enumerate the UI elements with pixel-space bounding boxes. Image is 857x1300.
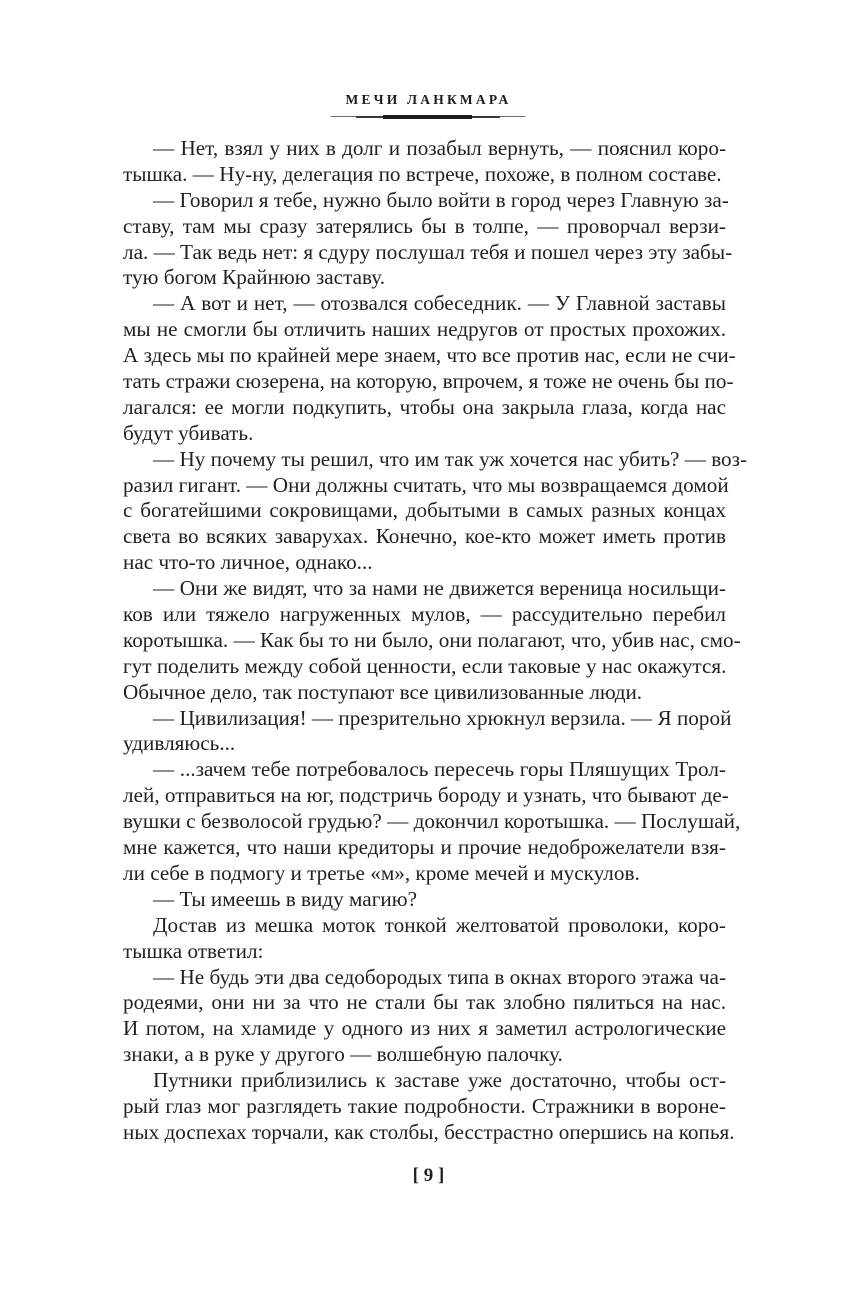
text-line: — Говорил я тебе, нужно было войти в город через Главную за- (153, 187, 729, 212)
text-line: мы не смогли бы отличить наших недругов от простых прохожих. (123, 317, 726, 342)
text-line: родеями, они ни за что не стали бы так злобно пялиться на нас. (123, 990, 726, 1015)
page-number: [ 9 ] (412, 1165, 445, 1186)
text-line: — Цивилизация! — презрительно хрюкнул верзила. — Я порой (153, 705, 732, 730)
text-line: — Они же видят, что за нами не движется вереница носильщи- (153, 576, 726, 601)
text-line: коротышка. — Как бы то ни было, они полагают, что, убив нас, смо- (123, 627, 741, 652)
text-line: ставу, там мы сразу затерялись бы в толпе, — проворчал верзи- (123, 213, 726, 238)
text-line: ла. — Так ведь нет: я сдуру послушал тебя и пошел через эту забы- (123, 239, 733, 264)
text-line: удивляюсь... (123, 731, 236, 756)
text-line: лагался: ее могли подкупить, чтобы она закрыла глаза, когда нас (123, 394, 726, 419)
text-line: — Ну почему ты решил, что им так уж хочется нас убить? — воз- (153, 446, 748, 471)
text-line: И потом, на хламиде у одного из них я заметил астрологические (123, 1016, 726, 1041)
text-line: гут поделить между собой ценности, если таковые у нас окажутся. (123, 653, 727, 678)
text-line: тышка. — Ну-ну, делегация по встрече, похоже, в полном составе. (123, 161, 722, 186)
ornamental-rule (331, 114, 525, 120)
text-line: будут убивать. (123, 420, 254, 445)
text-line: вушки с безволосой грудью? — докончил коротышка. — Послушай, (123, 809, 741, 834)
text-line: ных доспехах торчали, как столбы, бесстрастно опершись на копья. (123, 1119, 735, 1144)
text-line: ков или тяжело нагруженных мулов, — рассудительно перебил (123, 602, 726, 627)
text-line: разил гигант. — Они должны считать, что мы возвращаемся домой (123, 472, 729, 497)
running-head: МЕЧИ ЛАНКМАРА (345, 92, 512, 107)
text-line: — Ты имеешь в виду магию? (153, 886, 417, 911)
text-line: света во всяких заварухах. Конечно, кое-кто может иметь против (123, 524, 726, 549)
text-line: с богатейшими сокровищами, добытыми в самых разных концах (123, 498, 726, 523)
text-line: А здесь мы по крайней мере знаем, что все против нас, если не счи- (123, 343, 736, 368)
text-line: тую богом Крайнюю заставу. (123, 265, 386, 290)
text-line: лей, отправиться на юг, подстричь бороду и узнать, что бывают де- (123, 783, 729, 808)
text-line: рый глаз мог разглядеть такие подробности. Стражники в вороне- (123, 1093, 726, 1118)
text-line: — ...зачем тебе потребовалось пересечь горы Пляшущих Трол- (153, 757, 726, 782)
text-line: Путники приблизились к заставе уже достаточно, чтобы ост- (153, 1068, 726, 1093)
text-line: мне кажется, что наши кредиторы и прочие недоброжелатели взя- (123, 835, 726, 860)
text-line: Обычное дело, так поступают все цивилизованные люди. (123, 679, 643, 704)
text-line: тать стражи сюзерена, на которую, впрочем, я тоже не очень бы по- (123, 369, 734, 394)
text-line: ли себе в подмогу и третье «м», кроме мечей и мускулов. (123, 860, 640, 885)
text-line: Достав из мешка моток тонкой желтоватой проволоки, коро- (153, 912, 726, 937)
text-line: нас что-то личное, однако... (123, 550, 373, 575)
text-line: — Не будь эти два седобородых типа в окнах второго этажа ча- (153, 964, 726, 989)
rule-thick (383, 115, 472, 119)
text-line: — Нет, взял у них в долг и позабыл вернуть, — пояснил коро- (153, 136, 726, 160)
text-line: — А вот и нет, — отозвался собеседник. — У Главной заставы (153, 291, 726, 316)
text-line: знаки, а в руке у другого — волшебную палочку. (123, 1042, 563, 1067)
text-line: тышка ответил: (123, 938, 264, 963)
body-text (123, 136, 748, 1146)
